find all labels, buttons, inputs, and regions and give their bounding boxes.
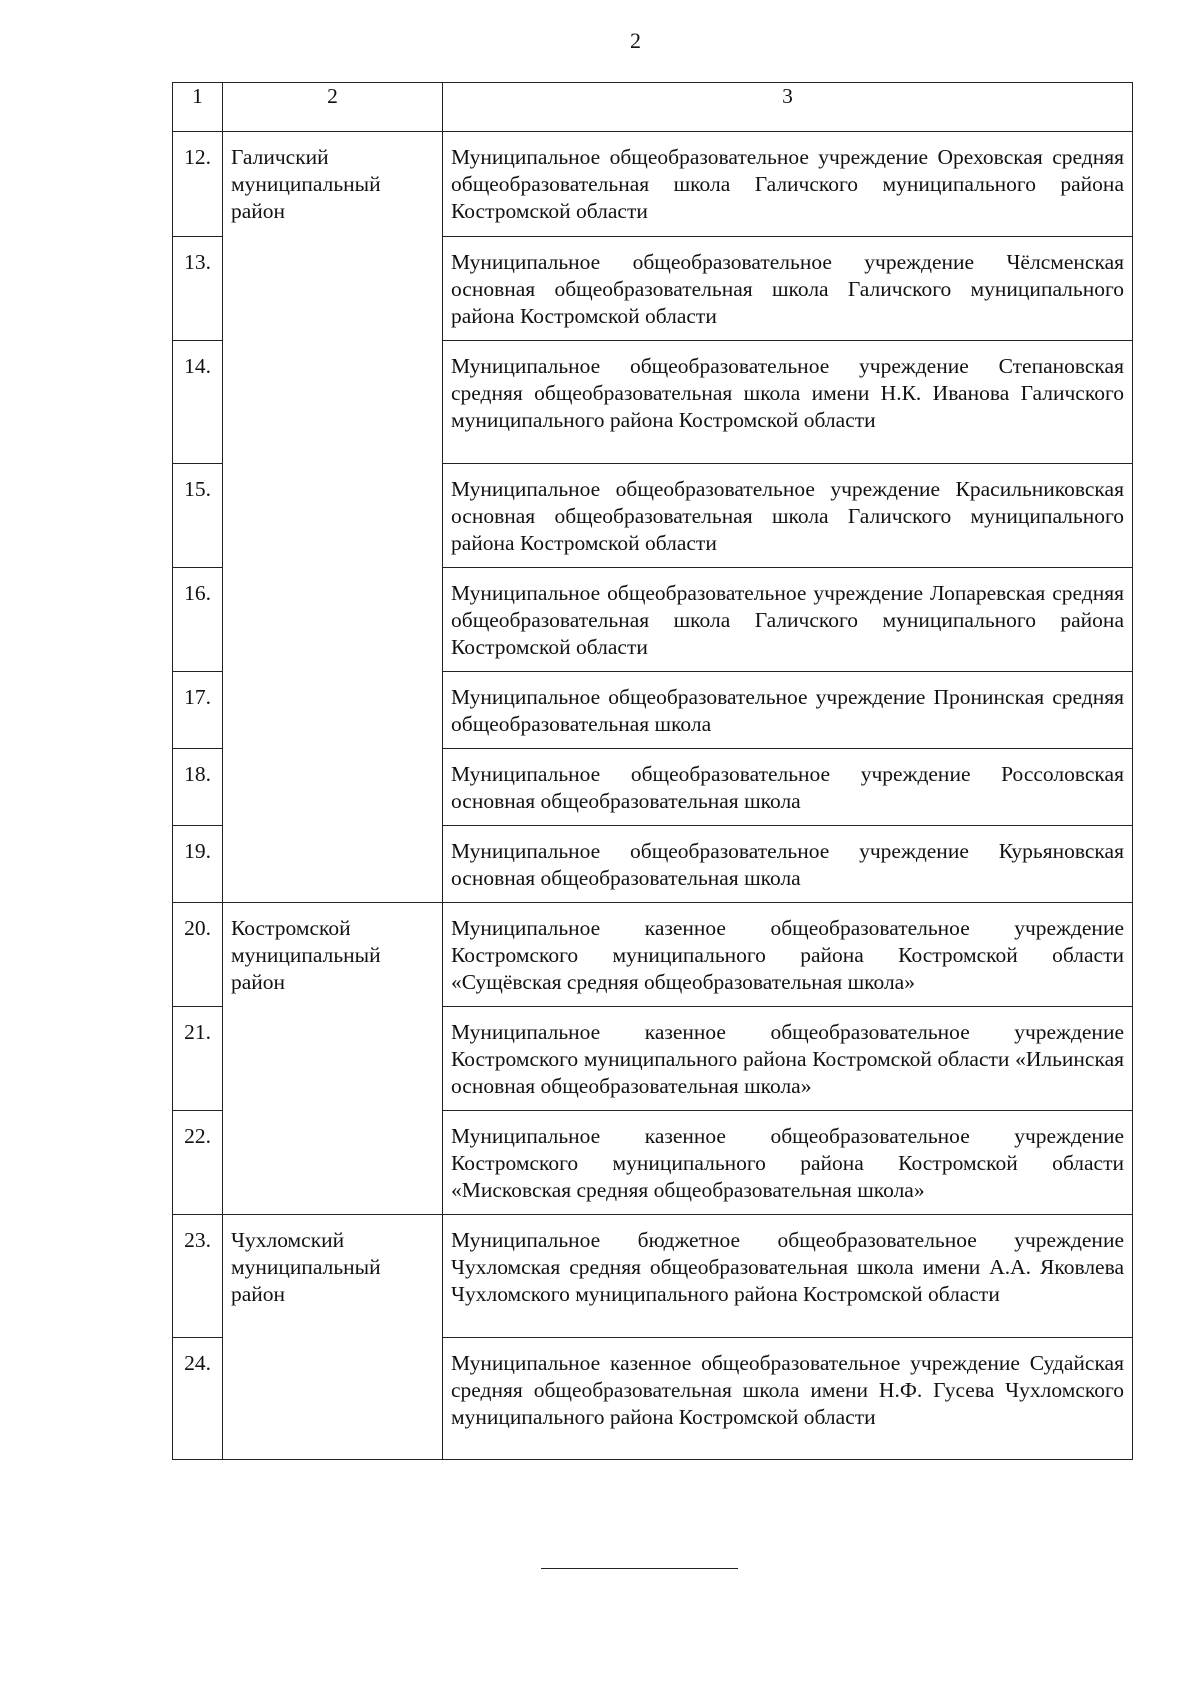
table-body — [173, 83, 1133, 1460]
row-number: 24. — [173, 1338, 223, 1460]
school-name: Муниципальное казенное общеобразовательное учреждение Костромского муниципального района Костромской области «Сущёвская средняя общеобразовательная школа» — [443, 903, 1133, 1007]
row-number: 21. — [173, 1007, 223, 1111]
row-number: 20. — [173, 903, 223, 1007]
row-number: 13. — [173, 237, 223, 341]
table-row — [173, 1215, 1133, 1338]
table-row — [173, 903, 1133, 1007]
school-name: Муниципальное казенное общеобразовательное учреждение Костромского муниципального района Костромской области «Ильинская основная общеобразовательная школа» — [443, 1007, 1133, 1111]
school-name: Муниципальное казенное общеобразовательное учреждение Судайская средняя общеобразовательная школа имени Н.Ф. Гусева Чухломского муниципального района Костромской области — [443, 1338, 1133, 1460]
row-number: 12. — [173, 132, 223, 237]
school-name: Муниципальное общеобразовательное учреждение Степановская средняя общеобразовательная школа имени Н.К. Иванова Галичского муниципального района Костромской области — [443, 341, 1133, 464]
school-name: Муниципальное общеобразовательное учреждение Россоловская основная общеобразовательная школа — [443, 749, 1133, 826]
page-number: 2 — [630, 28, 641, 53]
row-number: 16. — [173, 568, 223, 672]
school-name: Муниципальное общеобразовательное учреждение Ореховская средняя общеобразовательная школа Галичского муниципального района Костромской области — [443, 132, 1133, 237]
row-number: 22. — [173, 1111, 223, 1215]
district-name: Галичский муниципальный район — [223, 132, 443, 903]
header-col-2: 2 — [223, 83, 443, 132]
table-row — [173, 132, 1133, 237]
school-name: Муниципальное бюджетное общеобразовательное учреждение Чухломская средняя общеобразовательная школа имени А.А. Яковлева Чухломского муниципального района Костромской области — [443, 1215, 1133, 1338]
school-name: Муниципальное общеобразовательное учреждение Курьяновская основная общеобразовательная школа — [443, 826, 1133, 903]
row-number: 23. — [173, 1215, 223, 1338]
district-name: Чухломский муниципальный район — [223, 1215, 443, 1460]
school-name: Муниципальное казенное общеобразовательное учреждение Костромского муниципального района Костромской области «Мисковская средняя общеобразовательная школа» — [443, 1111, 1133, 1215]
row-number: 14. — [173, 341, 223, 464]
header-col-1: 1 — [173, 83, 223, 132]
row-number: 15. — [173, 464, 223, 568]
closing-rule — [541, 1568, 738, 1569]
header-col-3: 3 — [443, 83, 1133, 132]
schools-table — [172, 82, 1133, 1460]
row-number: 17. — [173, 672, 223, 749]
school-name: Муниципальное общеобразовательное учреждение Лопаревская средняя общеобразовательная школа Галичского муниципального района Костромской области — [443, 568, 1133, 672]
school-name: Муниципальное общеобразовательное учреждение Чёлсменская основная общеобразовательная школа Галичского муниципального района Костромской области — [443, 237, 1133, 341]
school-name: Муниципальное общеобразовательное учреждение Пронинская средняя общеобразовательная школа — [443, 672, 1133, 749]
row-number: 19. — [173, 826, 223, 903]
row-number: 18. — [173, 749, 223, 826]
school-name: Муниципальное общеобразовательное учреждение Красильниковская основная общеобразовательная школа Галичского муниципального района Костромской области — [443, 464, 1133, 568]
header-row — [173, 83, 1133, 132]
district-name: Костромской муниципальный район — [223, 903, 443, 1215]
